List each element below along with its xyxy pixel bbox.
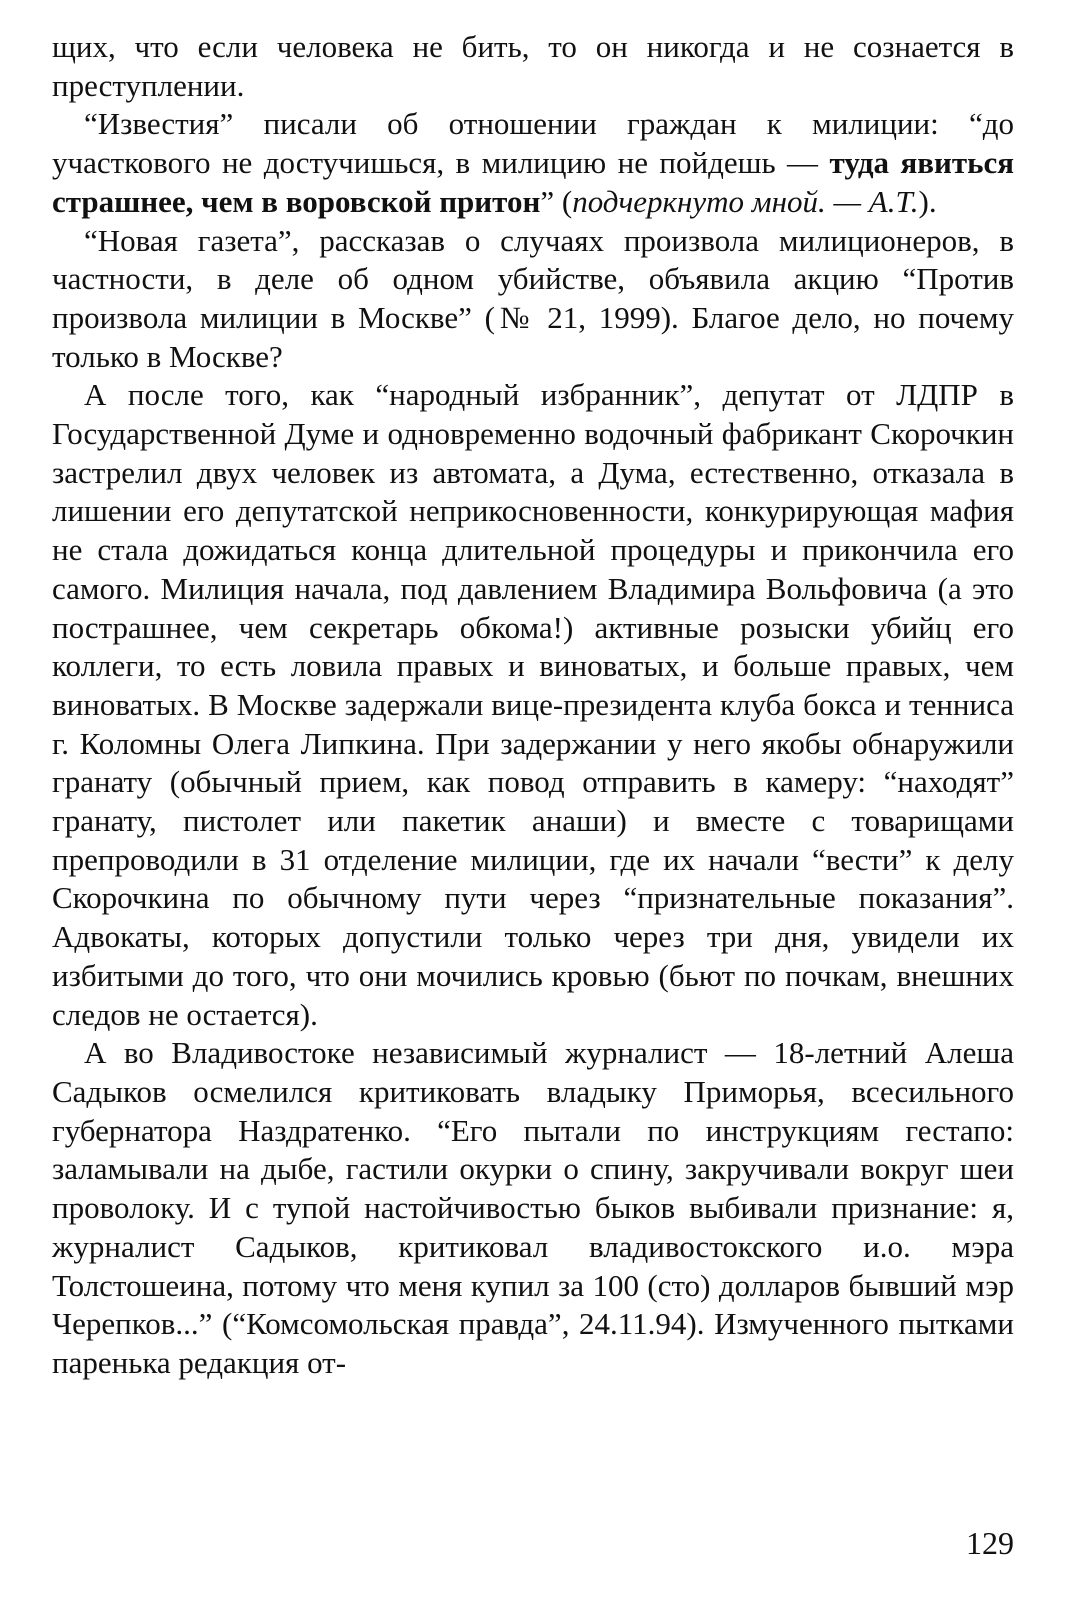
paragraph-2-italic: подчеркнуто мной. — А.Т. (572, 183, 919, 219)
paragraph-2-text: “Известия” писали об отношении граждан к милиции: “до участкового не достучишься, в милицию не пойдешь — (52, 106, 1014, 181)
paragraph-1: щих, что если человека не бить, то он никогда и не сознается в преступлении. (52, 29, 1014, 103)
paragraph-5: А во Владивостоке независимый журналист — 18-летний Алеша Садыков осмелился критиковать владыку Приморья, всесильного губернатора Наздратенко. “Его пытали по инструкциям гестапо: заламывали на дыбе, гастили окурки о спину, закручивали вокруг шеи проволоку. И с тупой настойчивостью быков выбивали признание: я, журналист Садыков, критиковал владивостокского и.о. мэра Толстошеина, потому что меня купил за 100 (сто) долларов бывший мэр Черепков...” (“Комсомольская правда”, 24.11.94). Измученного пытками паренька редакция от- (52, 1035, 1014, 1380)
paragraph-4: А после того, как “народный избранник”, депутат от ЛДПР в Государственной Думе и одновременно водочный фабрикант Скорочкин застрелил двух человек из автомата, а Дума, естественно, отказала в лишении его депутатской неприкосновенности, конкурирующая мафия не стала дожидаться конца длительной процедуры и прикончила его самого. Милиция начала, под давлением Владимира Вольфовича (а это пострашнее, чем секретарь обкома!) активные розыски убийц его коллеги, то есть ловила правых и виноватых, и больше правых, чем виноватых. В Москве задержали вице-президента клуба бокса и тенниса г. Коломны Олега Липкина. При задержании у него якобы обнаружили гранату (обычный прием, как повод отправить в камеру: “находят” гранату, пистолет или пакетик анаши) и вместе с товарищами препроводили в 31 отделение милиции, где их начали “вести” к делу Скорочкина по обычному пути через “признательные показания”. Адвокаты, которых допустили только через три дня, увидели их избитыми до того, что они мочились кровью (бьют по почкам, внешних следов не остается). (52, 377, 1014, 1032)
paragraph-2-bold: туда явиться страшнее, чем в воровской притон (52, 145, 1015, 219)
page-body (52, 28, 1014, 1383)
paragraph-2 (52, 105, 1014, 221)
paragraph-3: “Новая газета”, рассказав о случаях произвола милиционеров, в частности, в деле об одном убийстве, объявила акцию “Против произвола милиции в Москве” (№ 21, 1999). Благое дело, но почему только в Москве? (52, 222, 1014, 374)
page-number: 129 (966, 1525, 1014, 1561)
paragraph-2-end: ). (918, 183, 937, 219)
paragraph-2-mid: ” ( (540, 183, 573, 219)
